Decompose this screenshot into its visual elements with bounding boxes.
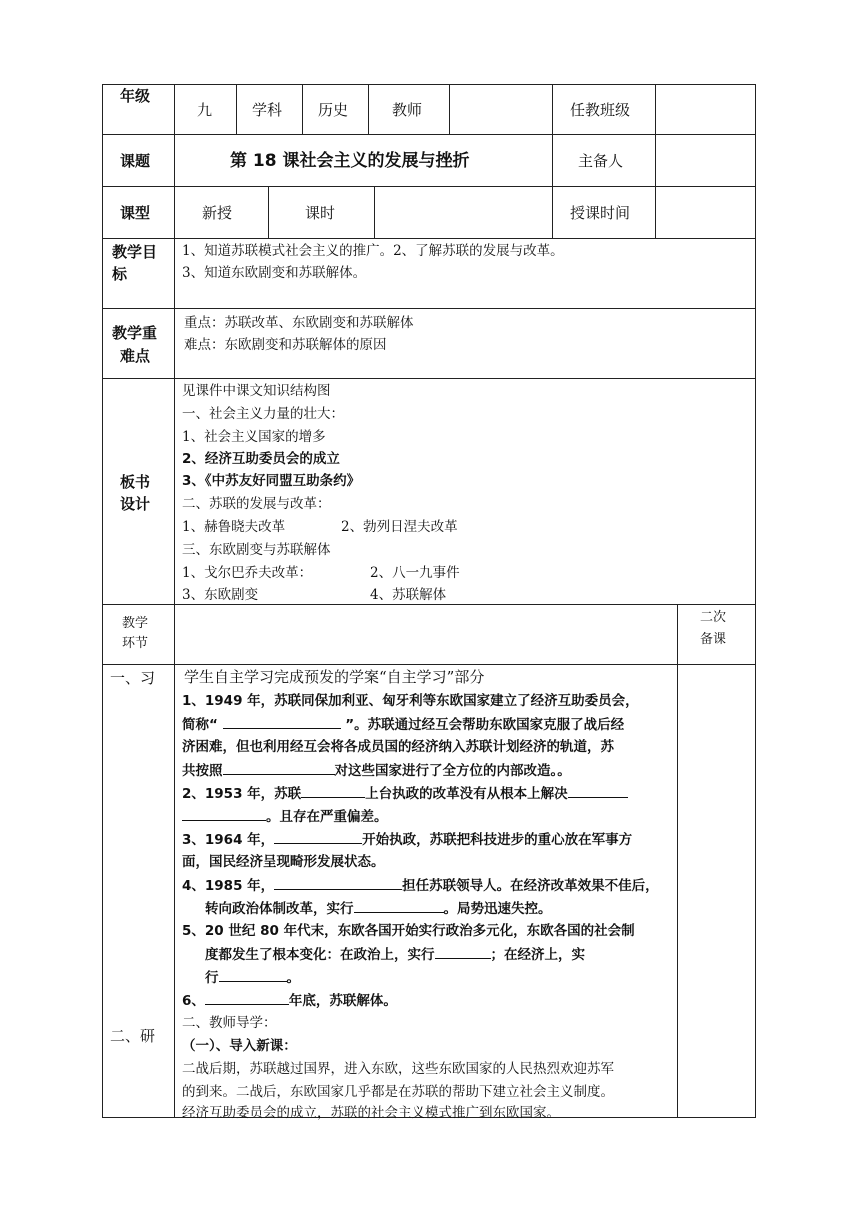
board-line-10b: 4、苏联解体	[370, 587, 447, 603]
second-prep-label-2: 备课	[700, 632, 727, 647]
board-line-6: 二、苏联的发展与改革：	[182, 496, 331, 512]
preparer-label: 主备人	[578, 152, 624, 170]
board-line-7a: 1、赫鲁晓夫改革	[182, 519, 286, 535]
time-label: 授课时间	[570, 204, 631, 222]
objectives-label-1: 教学目	[112, 243, 158, 261]
topic-value: 第 18 课社会主义的发展与挫折	[230, 151, 470, 171]
q5-line-b	[205, 943, 585, 966]
q1-line-a: 1、1949 年，苏联同保加利亚、匈牙利等东欧国家建立了经济互助委员会，	[182, 693, 639, 709]
grade-value: 九	[197, 101, 213, 119]
q3-prefix: 3、1964 年，	[182, 832, 275, 848]
blank-q5-economic[interactable]	[219, 966, 287, 982]
import-para-2: 的到来。二战后，东欧国家几乎都是在苏联的帮助下建立社会主义制度。	[182, 1084, 614, 1100]
intro-line: 学生自主学习完成预发的学案“自主学习”部分	[184, 668, 485, 686]
import-para-3: 经济互助委员会的成立，苏联的社会主义模式推广到东欧国家。	[182, 1105, 560, 1121]
q4-line-a	[182, 874, 659, 897]
q2b-suffix: 。且存在严重偏差。	[266, 809, 388, 825]
q5b-prefix: 度都发生了根本变化：在政治上，实行	[205, 947, 435, 963]
board-line-1: 见课件中课文知识结构图	[182, 383, 331, 399]
board-line-9a: 1、戈尔巴乔夫改革：	[182, 565, 313, 581]
blank-q2-problem-b[interactable]	[182, 805, 266, 821]
keypoints-label-2: 难点	[120, 347, 151, 365]
board-line-2: 一、社会主义力量的壮大：	[182, 406, 344, 422]
q2-line-b	[182, 805, 388, 828]
q4-prefix: 4、1985 年，	[182, 878, 275, 894]
board-line-5: 3、《中苏友好同盟互助条约》	[182, 473, 361, 489]
class-label: 任教班级	[570, 101, 631, 119]
blank-q4-leader[interactable]	[274, 874, 402, 890]
blank-q1-abbr[interactable]	[223, 713, 341, 729]
type-label: 课型	[120, 204, 151, 222]
board-label-2: 设计	[120, 495, 151, 513]
teacher-label: 教师	[392, 101, 423, 119]
topic-label: 课题	[120, 152, 151, 170]
q3-line-b: 面，国民经济呈现畸形发展状态。	[182, 854, 385, 870]
q4-line-b	[205, 897, 552, 920]
grade-label: 年级	[120, 87, 151, 105]
q3-line-a	[182, 828, 632, 851]
q1d-prefix: 共按照	[182, 763, 223, 779]
q4b-suffix: 。局势迅速失控。	[443, 901, 552, 917]
q1-line-d	[182, 759, 571, 782]
board-line-8: 三、东欧剧变与苏联解体	[182, 542, 331, 558]
objectives-line-1: 1、知道苏联模式社会主义的推广。2、了解苏联的发展与改革。	[182, 243, 564, 259]
q6-suffix: 年底，苏联解体。	[288, 993, 397, 1009]
q5c-suffix: 。	[286, 970, 300, 986]
step-2-label: 二、研	[110, 1027, 156, 1045]
board-line-9b: 2、八一九事件	[370, 565, 460, 581]
q1-suffix: ”。苏联通过经互会帮助东欧国家克服了战后经	[345, 717, 625, 733]
q4-suffix: 担任苏联领导人。在经济改革效果不佳后，	[402, 878, 659, 894]
objectives-label-2: 标	[112, 265, 128, 283]
subject-label: 学科	[252, 101, 283, 119]
teacher-guide-heading: 二、教师导学：	[182, 1015, 277, 1031]
objectives-line-2: 3、知道东欧剧变和苏联解体。	[182, 265, 367, 281]
step-label-2: 环节	[122, 636, 149, 651]
import-para-1: 二战后期，苏联越过国界，进入东欧，这些东欧国家的人民热烈欢迎苏军	[182, 1061, 614, 1077]
q1-line-c: 济困难，但也利用经互会将各成员国的经济纳入苏联计划经济的轨道，苏	[182, 739, 614, 755]
blank-q4-policy[interactable]	[354, 897, 444, 913]
q1-prefix: 简称“	[182, 717, 218, 733]
q1-line-b	[182, 713, 624, 736]
hours-label: 课时	[305, 204, 336, 222]
q3-suffix: 开始执政，苏联把科技进步的重心放在军事方	[362, 832, 633, 848]
board-line-7b: 2、勃列日涅夫改革	[341, 519, 458, 535]
q5-line-c	[205, 966, 300, 989]
blank-q3-leader[interactable]	[274, 828, 362, 844]
q5b-mid: ；在经济上，实	[490, 947, 585, 963]
q4b-prefix: 转向政治体制改革，实行	[205, 901, 354, 917]
keypoints-label-1: 教学重	[112, 324, 158, 342]
q5-line-a: 5、20 世纪 80 年代末，东欧各国开始实行政治多元化，东欧各国的社会制	[182, 923, 635, 939]
board-line-3: 1、社会主义国家的增多	[182, 429, 326, 445]
q2-suffix: 上台执政的改革没有从根本上解决	[365, 786, 568, 802]
keypoints-line-2: 难点：东欧剧变和苏联解体的原因	[184, 337, 387, 353]
board-line-10a: 3、东欧剧变	[182, 587, 259, 603]
q5c-prefix: 行	[205, 970, 219, 986]
board-line-4: 2、经济互助委员会的成立	[182, 451, 340, 467]
type-value: 新授	[202, 204, 233, 222]
step-1-label: 一、习	[110, 669, 156, 687]
keypoints-line-1: 重点：苏联改革、东欧剧变和苏联解体	[184, 315, 414, 331]
q2-line-a	[182, 782, 628, 805]
board-label-1: 板书	[120, 473, 151, 491]
blank-q5-political[interactable]	[435, 943, 491, 959]
import-heading: （一）、导入新课：	[182, 1038, 297, 1054]
blank-q2-leader[interactable]	[301, 782, 365, 798]
blank-q6-year[interactable]	[205, 989, 289, 1005]
second-prep-label-1: 二次	[700, 610, 727, 625]
subject-value: 历史	[318, 101, 349, 119]
q2-prefix: 2、1953 年，苏联	[182, 786, 302, 802]
blank-q2-problem-a[interactable]	[568, 782, 628, 798]
blank-q1-model[interactable]	[223, 759, 335, 775]
step-label-1: 教学	[122, 616, 149, 631]
q1d-suffix: 对这些国家进行了全方位的内部改造。。	[334, 763, 571, 779]
q6-line: 6、 年底，苏联解体。	[182, 989, 397, 1012]
